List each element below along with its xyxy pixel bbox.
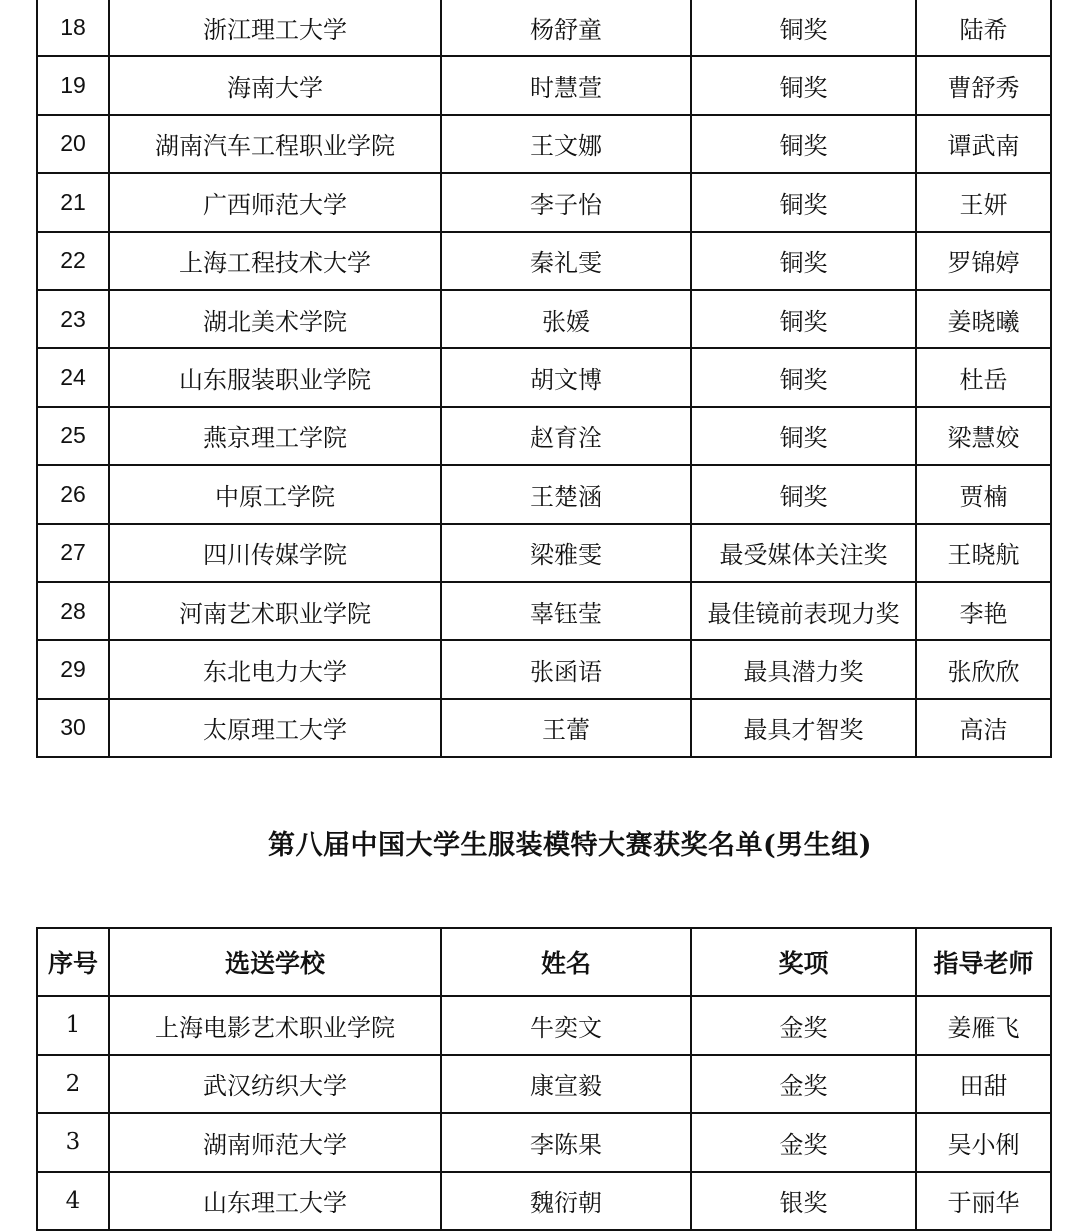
name-cell: 李陈果	[441, 1113, 691, 1172]
row-number: 4	[37, 1172, 109, 1231]
table-row	[37, 465, 1051, 523]
row-number: 22	[37, 232, 109, 290]
teacher-cell: 贾楠	[916, 465, 1051, 523]
row-number: 23	[37, 290, 109, 348]
school-cell: 海南大学	[109, 56, 441, 114]
award-cell: 铜奖	[691, 0, 916, 56]
teacher-cell: 陆希	[916, 0, 1051, 56]
school-cell: 湖南师范大学	[109, 1113, 441, 1172]
award-cell: 最佳镜前表现力奖	[691, 582, 916, 640]
name-cell: 康宣毅	[441, 1055, 691, 1114]
school-cell: 上海电影艺术职业学院	[109, 996, 441, 1055]
school-cell: 浙江理工大学	[109, 0, 441, 56]
teacher-cell: 王晓航	[916, 524, 1051, 582]
award-cell: 铜奖	[691, 232, 916, 290]
table-row	[37, 582, 1051, 640]
teacher-cell: 梁慧姣	[916, 407, 1051, 465]
table-row	[37, 524, 1051, 582]
name-cell: 辜钰莹	[441, 582, 691, 640]
award-cell: 铜奖	[691, 56, 916, 114]
teacher-cell: 高洁	[916, 699, 1051, 757]
table-row	[37, 699, 1051, 757]
female-award-table	[36, 0, 1052, 758]
table-row	[37, 0, 1051, 56]
school-cell: 山东服装职业学院	[109, 348, 441, 406]
award-cell: 金奖	[691, 996, 916, 1055]
row-number: 20	[37, 115, 109, 173]
header-teacher: 指导老师	[916, 928, 1051, 996]
award-cell: 最具才智奖	[691, 699, 916, 757]
teacher-cell: 田甜	[916, 1055, 1051, 1114]
school-cell: 太原理工大学	[109, 699, 441, 757]
teacher-cell: 姜晓曦	[916, 290, 1051, 348]
award-cell: 银奖	[691, 1172, 916, 1231]
teacher-cell: 谭武南	[916, 115, 1051, 173]
name-cell: 牛奕文	[441, 996, 691, 1055]
award-cell: 金奖	[691, 1113, 916, 1172]
row-number: 3	[37, 1113, 109, 1172]
school-cell: 广西师范大学	[109, 173, 441, 231]
table-row	[37, 1113, 1051, 1172]
name-cell: 李子怡	[441, 173, 691, 231]
award-cell: 铜奖	[691, 407, 916, 465]
header-award: 奖项	[691, 928, 916, 996]
teacher-cell: 于丽华	[916, 1172, 1051, 1231]
name-cell: 张函语	[441, 640, 691, 698]
table-row	[37, 348, 1051, 406]
award-cell: 铜奖	[691, 173, 916, 231]
male-table-body	[37, 996, 1051, 1230]
name-cell: 王蕾	[441, 699, 691, 757]
table-row	[37, 173, 1051, 231]
header-no: 序号	[37, 928, 109, 996]
award-cell: 铜奖	[691, 290, 916, 348]
name-cell: 魏衍朝	[441, 1172, 691, 1231]
school-cell: 四川传媒学院	[109, 524, 441, 582]
name-cell: 王楚涵	[441, 465, 691, 523]
name-cell: 胡文博	[441, 348, 691, 406]
row-number: 25	[37, 407, 109, 465]
table-row	[37, 640, 1051, 698]
award-cell: 最具潜力奖	[691, 640, 916, 698]
teacher-cell: 杜岳	[916, 348, 1051, 406]
school-cell: 燕京理工学院	[109, 407, 441, 465]
female-table-body	[37, 0, 1051, 757]
male-award-table	[36, 927, 1052, 1231]
row-number: 29	[37, 640, 109, 698]
name-cell: 张媛	[441, 290, 691, 348]
name-cell: 时慧萱	[441, 56, 691, 114]
school-cell: 上海工程技术大学	[109, 232, 441, 290]
name-cell: 杨舒童	[441, 0, 691, 56]
table-row	[37, 115, 1051, 173]
section-title-male-group: 第八届中国大学生服装模特大赛获奖名单(男生组)	[267, 830, 873, 861]
school-cell: 河南艺术职业学院	[109, 582, 441, 640]
name-cell: 秦礼雯	[441, 232, 691, 290]
row-number: 24	[37, 348, 109, 406]
award-cell: 金奖	[691, 1055, 916, 1114]
teacher-cell: 李艳	[916, 582, 1051, 640]
name-cell: 赵育洤	[441, 407, 691, 465]
school-cell: 中原工学院	[109, 465, 441, 523]
row-number: 26	[37, 465, 109, 523]
table-row	[37, 56, 1051, 114]
name-cell: 王文娜	[441, 115, 691, 173]
row-number: 18	[37, 0, 109, 56]
school-cell: 东北电力大学	[109, 640, 441, 698]
teacher-cell: 吴小俐	[916, 1113, 1051, 1172]
row-number: 28	[37, 582, 109, 640]
award-cell: 铜奖	[691, 115, 916, 173]
award-cell: 最受媒体关注奖	[691, 524, 916, 582]
row-number: 2	[37, 1055, 109, 1114]
table-row	[37, 407, 1051, 465]
header-name: 姓名	[441, 928, 691, 996]
row-number: 1	[37, 996, 109, 1055]
row-number: 27	[37, 524, 109, 582]
teacher-cell: 姜雁飞	[916, 996, 1051, 1055]
table-row	[37, 232, 1051, 290]
row-number: 21	[37, 173, 109, 231]
row-number: 19	[37, 56, 109, 114]
teacher-cell: 王妍	[916, 173, 1051, 231]
table-row	[37, 996, 1051, 1055]
school-cell: 山东理工大学	[109, 1172, 441, 1231]
header-school: 选送学校	[109, 928, 441, 996]
table-row	[37, 1172, 1051, 1231]
teacher-cell: 张欣欣	[916, 640, 1051, 698]
award-cell: 铜奖	[691, 465, 916, 523]
school-cell: 武汉纺织大学	[109, 1055, 441, 1114]
male-table-header	[37, 928, 1051, 996]
teacher-cell: 曹舒秀	[916, 56, 1051, 114]
table-row	[37, 290, 1051, 348]
award-cell: 铜奖	[691, 348, 916, 406]
name-cell: 梁雅雯	[441, 524, 691, 582]
table-row	[37, 1055, 1051, 1114]
school-cell: 湖北美术学院	[109, 290, 441, 348]
row-number: 30	[37, 699, 109, 757]
school-cell: 湖南汽车工程职业学院	[109, 115, 441, 173]
header-row	[37, 928, 1051, 996]
teacher-cell: 罗锦婷	[916, 232, 1051, 290]
